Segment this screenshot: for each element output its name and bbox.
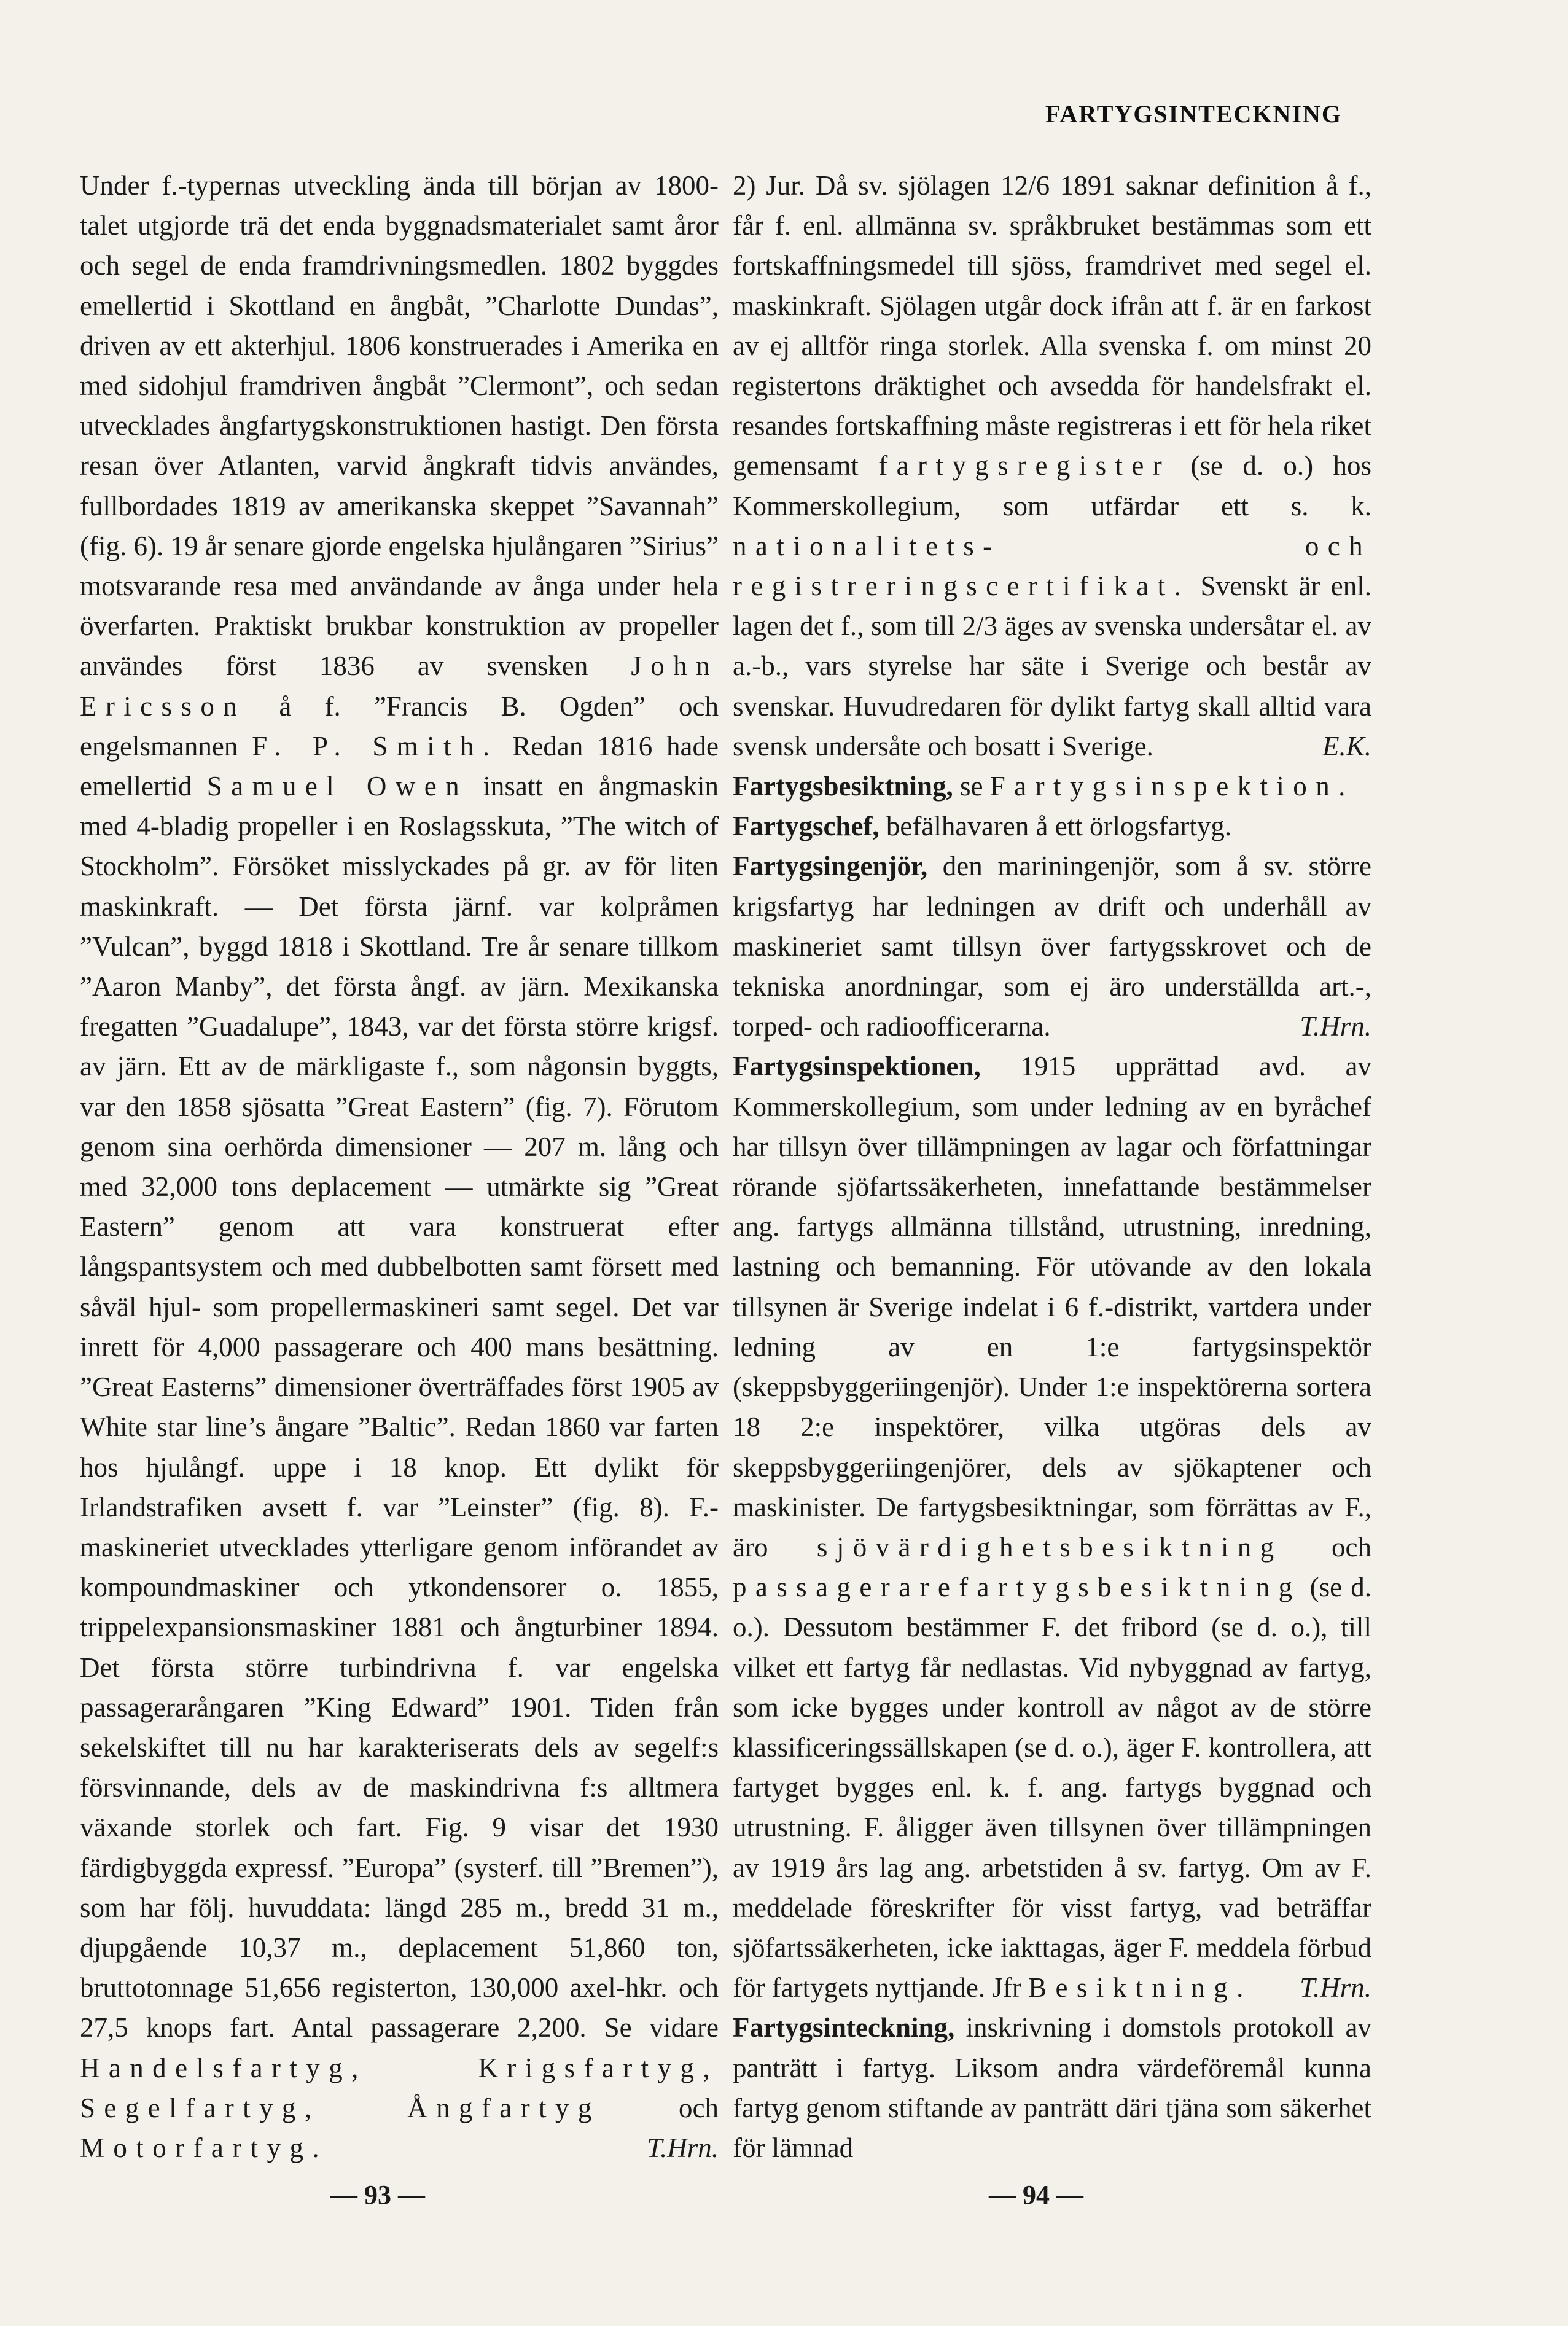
entry-headword: Fartygsinteckning, (733, 2012, 955, 2043)
term-passagerarefartygsbesiktning: passagerarefartygsbesiktning (733, 1572, 1301, 1603)
entry-headword: Fartygschef, (733, 811, 880, 842)
entry-headword: Fartygsinspektionen, (733, 1051, 981, 1082)
entry-fartygsbesiktning: Fartygsbesiktning, se Fartygsinspektion. (733, 771, 1354, 802)
name-f-p-smith: F. P. Smith. (252, 730, 499, 762)
term-fartygsregister: fartygsregister (878, 450, 1171, 482)
page-number-right: — 94 — (989, 2180, 1083, 2210)
author-signature: E.K. (1322, 730, 1371, 762)
entry-fartygsinteckning: Fartygsinteckning, inskrivning i domstols protokoll av panträtt i fartyg. Liksom andra värdeföremål kunna fartyg genom stiftande av panträtt däri tjäna som säkerhet för lämnad (733, 2012, 1371, 2163)
entry-fartygsingenjor: Fartygsingenjör, den mariningenjör, som å sv. större krigsfartyg har ledningen av drift och underhåll av maskineriet samt tillsyn över fartygsskrovet och de tekniska anordningar, som ej äro underställda art.-, torped- och radioofficerarna. T.Hrn. (733, 846, 1371, 1047)
entry-fartygschef: Fartygschef, befälhavaren å ett örlogsfartyg. (733, 811, 1232, 842)
entry-headword: Fartygsingenjör, (733, 851, 928, 882)
term-certifikat: nationalitets- och registreringscertifikat. (733, 530, 1371, 602)
ship-history-paragraph: Under f.-typernas utveckling ända till början av 1800-talet utgjorde trä det enda byggnadsmaterialet samt åror och segel de enda framdrivningsmedlen. 1802 byggdes emellertid i Skottland en ångbåt, ”Charlotte Dundas”, driven av ett akterhjul. 1806 konstruerades i Amerika en med sidohjul framdriven ångbåt ”Clermont”, och sedan utvecklades ångfartygskonstruktionen hastigt. Den första resan över Atlanten, varvid ångkraft tidvis användes, fullbordades 1819 av amerikanska skeppet ”Savannah” (fig. 6). 19 år senare gjorde engelska hjulångaren ”Sirius” motsvarande resa med användande av ånga under hela överfarten. Praktiskt brukbar konstruktion av propeller användes först 1836 av svensken John Ericsson å f. ”Francis B. Ogden” och engelsmannen F. P. Smith. Redan 1816 hade emellertid Samuel Owen insatt en ångmaskin med 4-bladig propeller i en Roslagsskuta, ”The witch of Stockholm”. Försöket misslyckades på gr. av för liten maskinkraft. — Det första järnf. var kolpråmen ”Vulcan”, byggd 1818 i Skottland. Tre år senare tillkom ”Aaron Manby”, det första ångf. av järn. Mexikanska fregatten ”Guadalupe”, 1843, var det första större krigsf. av järn. Ett av de märkligaste f., som någonsin byggts, var den 1858 sjösatta ”Great Eastern” (fig. 7). Förutom genom sina oerhörda dimensioner — 207 m. lång och med 32,000 tons deplacement — utmärkte sig ”Great Eastern” genom att vara konstruerat efter långspantsystem och med dubbelbotten samt försett med såväl hjul- som propellermaskineri samt segel. Det var inrett för 4,000 passagerare och 400 mans besättning. ”Great Easterns” dimensioner överträffades först 1905 av White star line’s ångare ”Baltic”. Redan 1860 var farten hos hjulångf. uppe i 18 knop. Ett dylikt för Irlandstrafiken avsett f. var ”Leinster” (fig. 8). F.-maskineriet utvecklades ytterligare genom införandet av kompoundmaskiner och ytkondensorer o. 1855, trippelexpansionsmaskiner 1881 och ångturbiner 1894. Det första större turbindrivna f. var engelska passagerarångaren ”King Edward” 1901. Tiden från sekelskiftet till nu har karakteriserats dels av segelf:s försvinnande, dels av de maskindrivna f:s alltmera växande storlek och fart. Fig. 9 visar det 1930 färdigbyggda expressf. ”Europa” (systerf. till ”Bremen”), som har följ. huvuddata: längd 285 m., bredd 31 m., djupgående 10,37 m., deplacement 51,860 ton, bruttotonnage 51,656 registerton, 130,000 axel-hkr. och 27,5 knops fart. Antal passagerare 2,200. Se vidare Handelsfartyg, Krigsfartyg, Segelfartyg, Ångfartyg och Motorfartyg. T.Hrn. (80, 166, 719, 2168)
author-signature: T.Hrn. (1300, 1011, 1371, 1042)
author-signature: T.Hrn. (647, 2132, 719, 2163)
entry-headword: Fartygsbesiktning, (733, 771, 953, 802)
author-signature: T.Hrn. (1300, 1972, 1371, 2004)
name-samuel-owen: Samuel Owen (206, 771, 468, 802)
cross-reference: Motorfartyg. (80, 2132, 328, 2163)
cross-reference: Handelsfartyg, Krigsfartyg, Segelfartyg, Ångfartyg (80, 2052, 719, 2123)
page-number-left: — 93 — (330, 2180, 425, 2210)
cross-reference: Besiktning. (1028, 1972, 1252, 2004)
name-john-ericsson: John Ericsson (80, 650, 719, 722)
entry-jur: 2) Jur. Då sv. sjölagen 12/6 1891 saknar definition å f., får f. enl. allmänna sv. språkbruket bestämmas som ett fortskaffningsmedel till sjöss, framdrivet med segel el. maskinkraft. Sjölagen utgår dock ifrån att f. är en farkost av ej alltför ringa storlek. Alla svenska f. om minst 20 registertons dräktighet och avsedda för handelsfrakt el. resandes fortskaffning måste registreras i ett för hela riket gemensamt fartygsregister (se d. o.) hos Kommerskollegium, som utfärdar ett s. k. nationalitets- och registreringscertifikat. Svenskt är enl. lagen det f., som till 2/3 äges av svenska undersåtar el. av a.-b., vars styrelse har säte i Sverige och består av svenskar. Huvudredaren för dylikt fartyg skall alltid vara svensk undersåte och bosatt i Sverige. E.K. (733, 166, 1371, 767)
running-head: FARTYGSINTECKNING (1045, 100, 1342, 128)
right-column (733, 166, 1371, 2168)
term-sjovardighetsbesiktning: sjövärdighetsbesiktning (816, 1531, 1283, 1563)
left-column (80, 166, 719, 2168)
entry-fartygsinspektionen: Fartygsinspektionen, 1915 upprättad avd. av Kommerskollegium, som under ledning av en byråchef har tillsyn över tillämpningen av lagar och författningar rörande sjöfartssäkerheten, innefattande bestämmelser ang. fartygs allmänna tillstånd, utrustning, inredning, lastning och bemanning. För utövande av den lokala tillsynen är Sverige indelat i 6 f.-distrikt, vartdera under ledning av en 1:e fartygsinspektör (skeppsbyggeriingenjör). Under 1:e inspektörerna sortera 18 2:e inspektörer, vilka utgöras dels av skeppsbyggeriingenjörer, dels av sjökaptener och maskinister. De fartygsbesiktningar, som förrättas av F., äro sjövärdighetsbesiktning och passagerarefartygsbesiktning (se d. o.). Dessutom bestämmer F. det fribord (se d. o.), till vilket ett fartyg får nedlastas. Vid nybyggnad av fartyg, som icke bygges under kontroll av något av de större klassificeringssällskapen (se d. o.), äger F. kontrollera, att fartyget bygges enl. k. f. ang. fartygs byggnad och utrustning. F. åligger även tillsynen över tillämpningen av 1919 års lag ang. arbetstiden å sv. fartyg. Om av F. meddelade föreskrifter för visst fartyg, vad beträffar sjöfartssäkerheten, icke iakttagas, äger F. meddela förbud för fartygets nyttjande. Jfr Besiktning. T.Hrn. (733, 1047, 1371, 2008)
cross-reference: Fartygsinspektion. (989, 771, 1354, 802)
